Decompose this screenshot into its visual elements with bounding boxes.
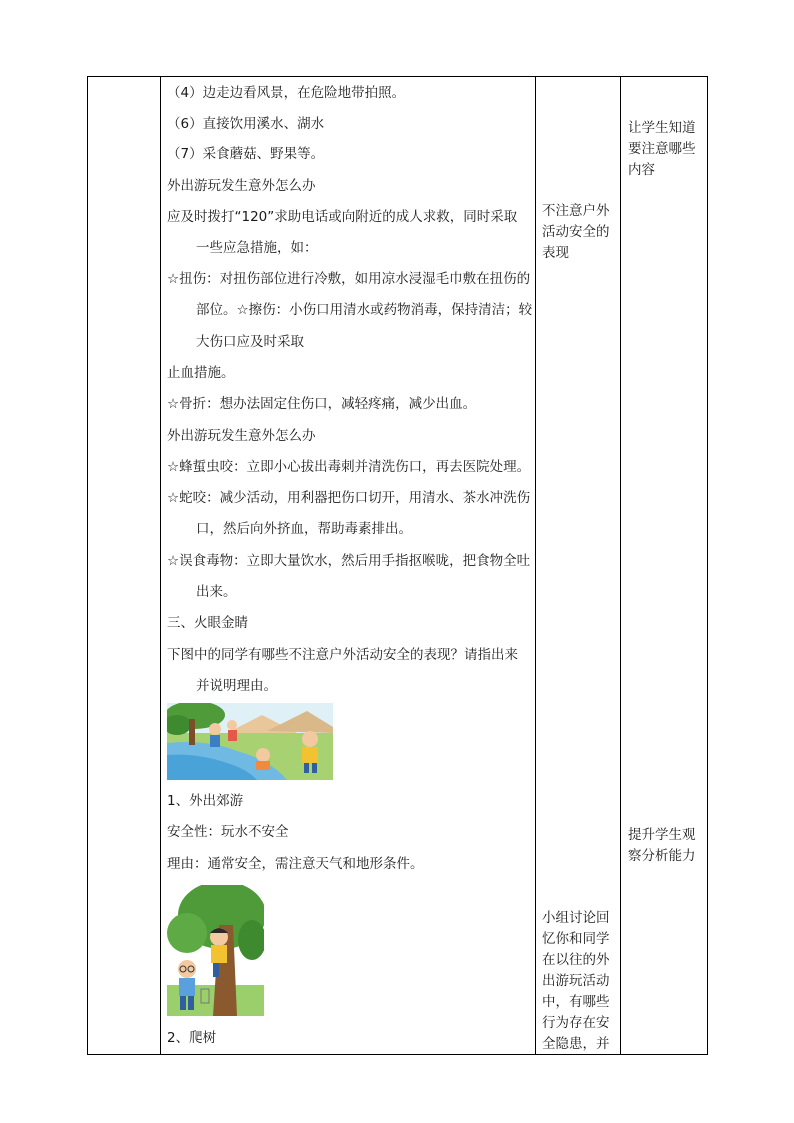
main-line-11: ☆骨折：想办法固定住伤口，减轻疼痛，减少出血。 xyxy=(167,396,477,412)
main-line-9: 大伤口应及时采取 xyxy=(196,334,304,350)
main-line-15: 口，然后向外挤血，帮助毒素排出。 xyxy=(196,521,412,537)
main-line-13: ☆蜂蜇虫咬：立即小心拔出毒刺并清洗伤口，再去医院处理。 xyxy=(167,459,531,475)
main-line-6: 一些应急措施，如： xyxy=(196,240,318,256)
main-line-8: 部位。☆擦伤：小伤口用清水或药物消毒，保持清洁；较 xyxy=(196,302,533,318)
main-line-2: （6）直接饮用溪水、湖水 xyxy=(167,116,325,132)
main-line-20: 并说明理由。 xyxy=(196,678,277,694)
table-border-left xyxy=(87,76,88,1055)
section1-reason: 理由：通常安全，需注意天气和地形条件。 xyxy=(167,856,424,872)
main-line-5: 应及时拨打“120”求助电话或向附近的成人求救，同时采取 xyxy=(167,209,518,225)
main-line-3: （7）采食蘑菇、野果等。 xyxy=(167,146,325,162)
main-line-19: 下图中的同学有哪些不注意户外活动安全的表现？请指出来 xyxy=(167,647,518,663)
section1-title: 1、外出郊游 xyxy=(167,793,244,809)
table-divider-1 xyxy=(160,76,161,1055)
table-divider-2 xyxy=(535,76,536,1055)
table-divider-3 xyxy=(620,76,621,1055)
outing-drawing xyxy=(167,703,333,780)
intent-note-2: 提升学生观察分析能力 xyxy=(628,827,696,864)
main-line-7: ☆扭伤：对扭伤部位进行冷敷，如用凉水浸湿毛巾敷在扭伤的 xyxy=(167,271,531,287)
main-line-12: 外出游玩发生意外怎么办 xyxy=(167,428,316,444)
lesson-table xyxy=(87,76,708,1055)
main-line-17: 出来。 xyxy=(196,584,237,600)
main-line-1: （4）边走边看风景，在危险地带拍照。 xyxy=(167,85,406,101)
student-note-2: 小组讨论回忆你和同学在以往的外出游玩活动中，有哪些行为存在安全隐患，并 xyxy=(542,910,610,1052)
tree-climbing-drawing xyxy=(167,885,264,1016)
main-line-4: 外出游玩发生意外怎么办 xyxy=(167,178,316,194)
main-line-14: ☆蛇咬：减少活动，用利器把伤口切开，用清水、茶水冲洗伤 xyxy=(167,490,531,506)
illustration-outing xyxy=(167,703,333,780)
main-line-16: ☆误食毒物：立即大量饮水，然后用手指抠喉咙，把食物全吐 xyxy=(167,553,531,569)
illustration-tree-climbing xyxy=(167,885,264,1016)
table-border-top xyxy=(87,76,708,77)
intent-note-1: 让学生知道要注意哪些内容 xyxy=(628,120,696,178)
section-heading: 三、火眼金睛 xyxy=(167,615,248,631)
main-line-10: 止血措施。 xyxy=(167,365,235,381)
section1-safety: 安全性：玩水不安全 xyxy=(167,824,289,840)
section2-title: 2、爬树 xyxy=(167,1030,217,1046)
table-border-right xyxy=(707,76,708,1055)
student-note-1: 不注意户外活动安全的表现 xyxy=(542,203,610,261)
